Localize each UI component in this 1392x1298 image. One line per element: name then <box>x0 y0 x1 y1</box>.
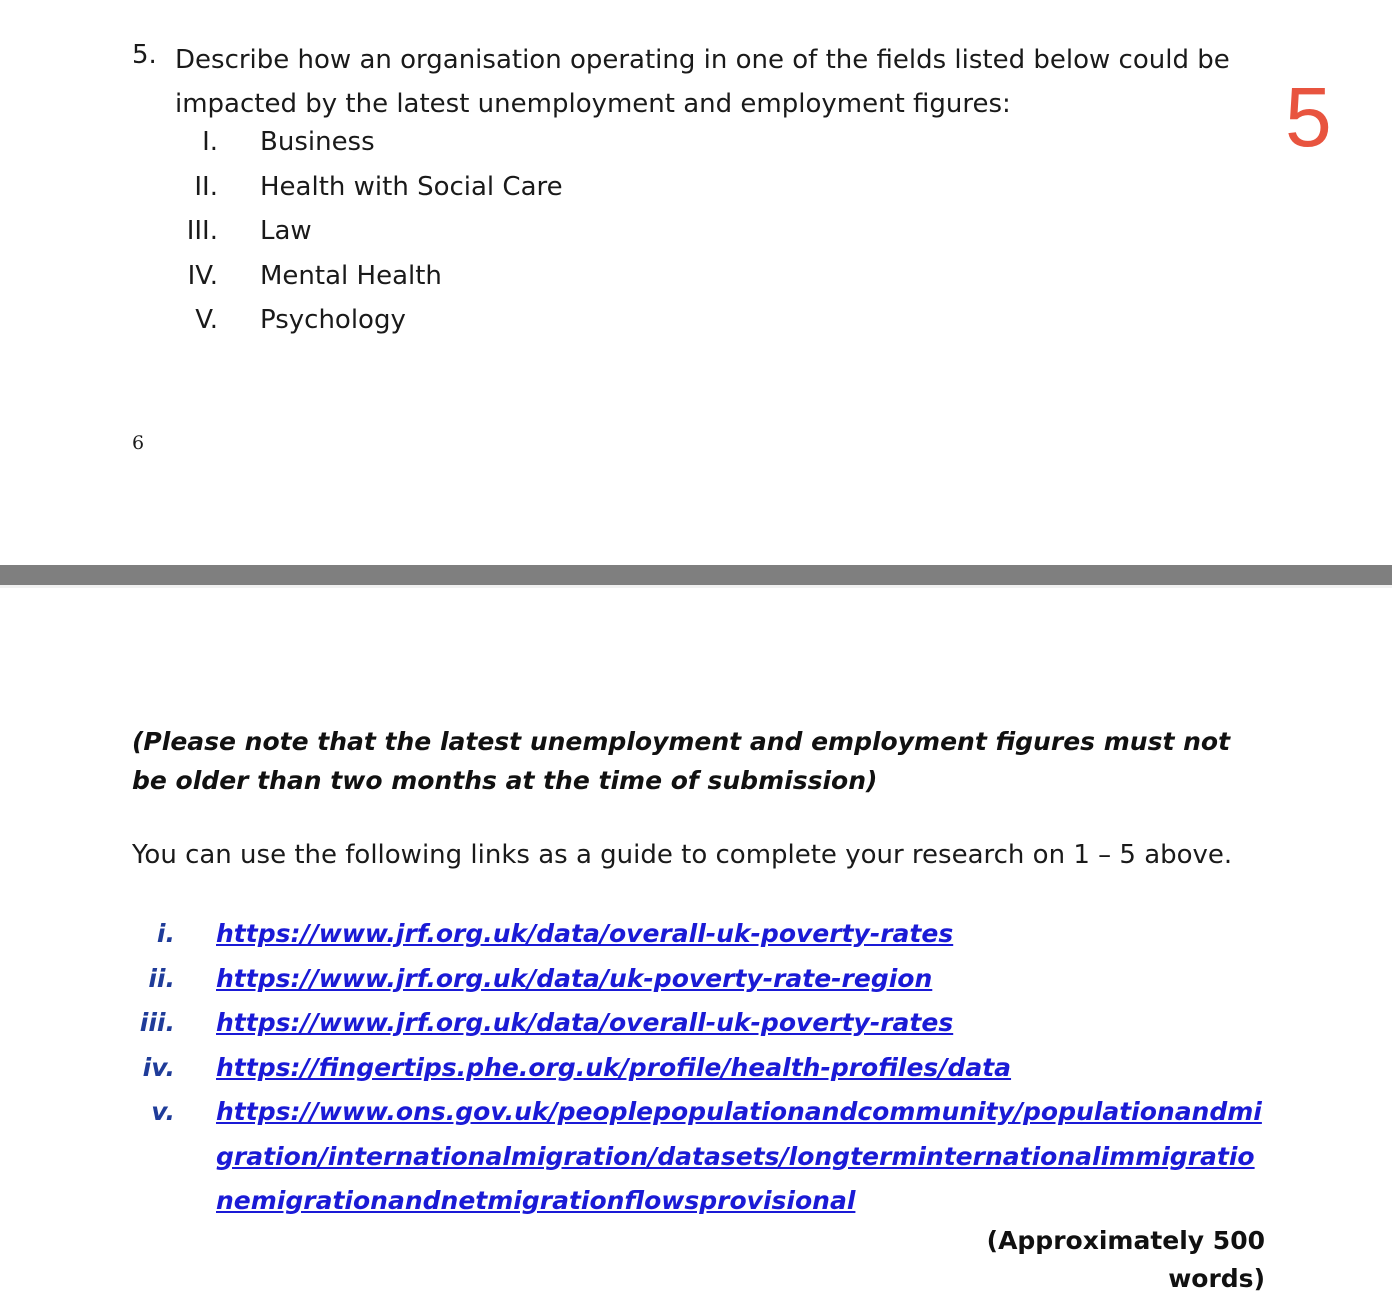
field-number: I. <box>202 127 218 157</box>
link-url[interactable]: https://fingertips.phe.org.uk/profile/health-profiles/data <box>216 1052 1012 1082</box>
link-item <box>120 1090 1320 1224</box>
link-number: iv. <box>142 1052 175 1082</box>
field-item <box>150 165 850 210</box>
guide-text: You can use the following links as a guide to complete your research on 1 – 5 above. <box>132 840 1233 870</box>
field-label: Law <box>260 216 312 246</box>
link-number: v. <box>151 1097 175 1126</box>
marks-annotation: 5 <box>1285 70 1332 164</box>
field-item <box>150 209 850 254</box>
field-list <box>150 120 850 343</box>
field-label: Health with Social Care <box>260 171 563 202</box>
field-label: Business <box>260 127 375 157</box>
link-number: ii. <box>148 963 175 993</box>
link-url[interactable]: https://www.jrf.org.uk/data/uk-poverty-rate-region <box>216 963 933 993</box>
question-text: Describe how an organisation operating in one of the fields listed below could be impacted by the latest unemployment and employment figures: <box>175 45 1230 119</box>
link-item <box>120 912 1320 957</box>
link-number: iii. <box>139 1008 175 1037</box>
page-number: 6 <box>132 432 145 454</box>
field-number: II. <box>194 171 218 202</box>
question-number: 5. <box>132 40 157 70</box>
link-item <box>120 1046 1320 1091</box>
link-number: i. <box>156 919 175 948</box>
field-number: III. <box>186 216 218 246</box>
field-number: IV. <box>187 260 218 291</box>
link-url[interactable]: https://www.ons.gov.uk/peoplepopulationandcommunity/populationandmigration/internationalmigration/datasets/longterminternationalimmigrationemigrationandnetmigrationflowsprovisional <box>216 1097 1262 1215</box>
link-item <box>120 957 1320 1002</box>
page-separator-bar <box>0 565 1392 585</box>
field-label: Psychology <box>260 305 406 335</box>
link-url[interactable]: https://www.jrf.org.uk/data/overall-uk-poverty-rates <box>216 1008 954 1037</box>
word-count-note: (Approximately 500 words) <box>986 1226 1265 1293</box>
page-separator <box>0 565 1392 588</box>
field-label: Mental Health <box>260 260 442 291</box>
field-item <box>150 298 850 343</box>
document-page-top <box>0 0 1392 565</box>
field-number: V. <box>195 305 218 335</box>
link-url[interactable]: https://www.jrf.org.uk/data/overall-uk-poverty-rates <box>216 919 954 948</box>
field-item <box>150 120 850 165</box>
submission-note: (Please note that the latest unemployment and employment figures must not be older than two months at the time of submission) <box>132 727 1231 795</box>
link-item <box>120 1001 1320 1046</box>
link-list <box>120 912 1320 1224</box>
field-item <box>150 254 850 299</box>
